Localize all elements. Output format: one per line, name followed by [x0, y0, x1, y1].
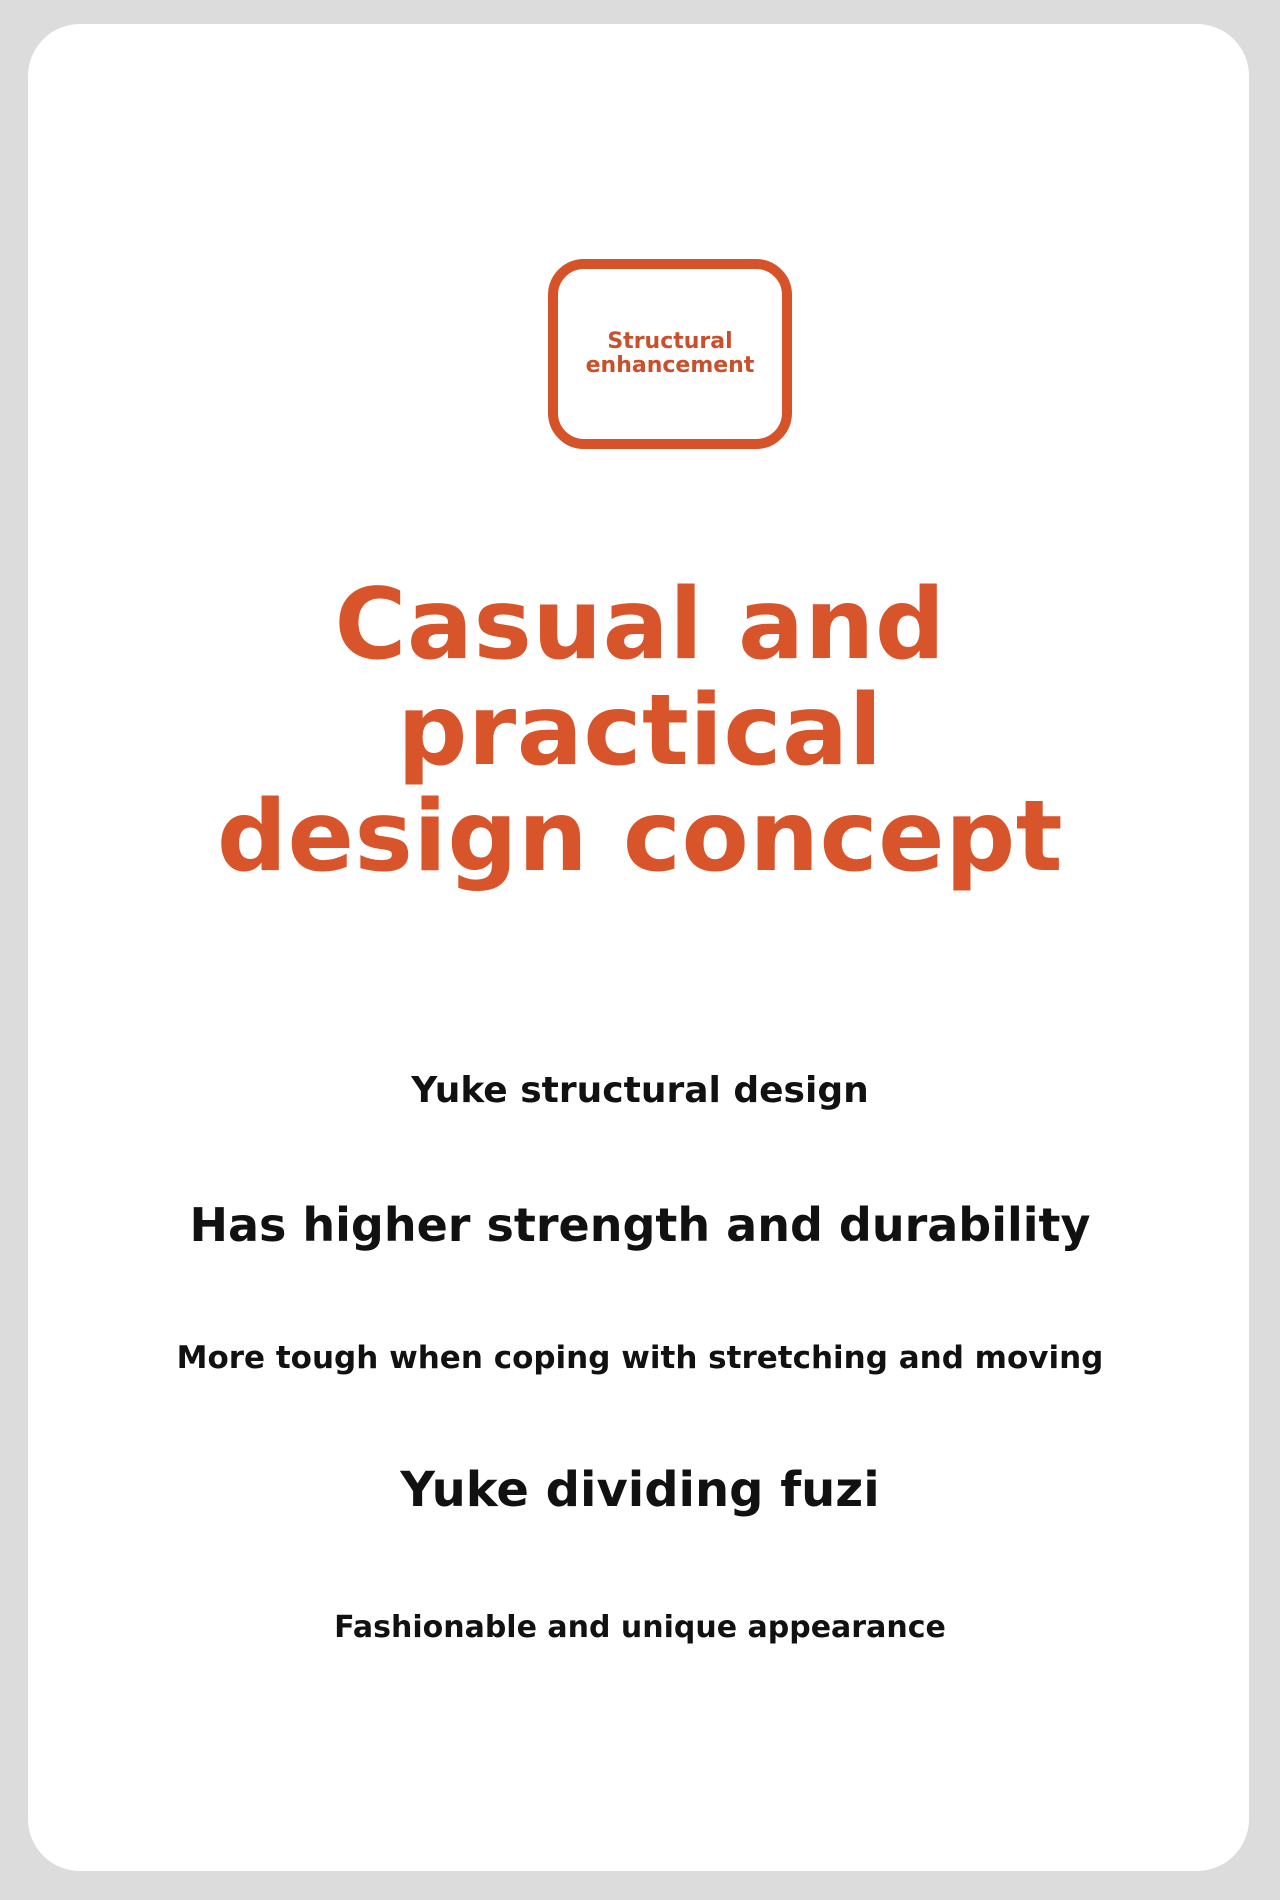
badge-label-line-1: Structural [607, 329, 733, 354]
badge-label-line-2: enhancement [585, 353, 755, 378]
feature-line-5: Fashionable and unique appearance [334, 1610, 946, 1645]
feature-line-3: More tough when coping with stretching and moving [176, 1340, 1104, 1376]
headline [0, 568, 1280, 894]
feature-line-4: Yuke dividing fuzi [400, 1462, 880, 1518]
feature-line-1: Yuke structural design [411, 1070, 869, 1111]
badge-label [585, 330, 755, 378]
headline-line-3: design concept [216, 780, 1064, 894]
headline-line-2: practical [397, 674, 883, 788]
structural-enhancement-badge [548, 259, 792, 449]
headline-line-1: Casual and [334, 568, 946, 682]
content-card [28, 24, 1249, 1871]
feature-line-2: Has higher strength and durability [189, 1198, 1091, 1252]
